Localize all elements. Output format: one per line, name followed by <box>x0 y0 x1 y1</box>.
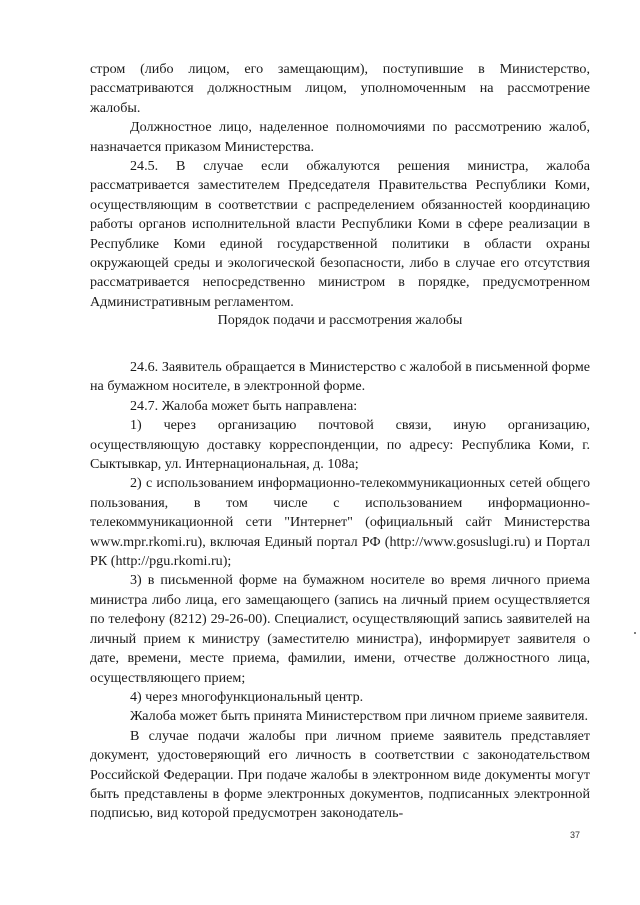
paragraph-continuation: стром (либо лицом, его замещающим), поступившие в Министерство, рассматриваются должностным лицом, уполномоченным на рассмотрение жалобы. <box>90 61 590 116</box>
paragraph-official-appointment: Должностное лицо, наделенное полномочиями по рассмотрению жалоб, назначается приказом Министерства. <box>90 119 590 155</box>
scan-artifact-dot <box>634 632 636 634</box>
list-item-3: 3) в письменной форме на бумажном носителе во время личного приема министра либо лица, его замещающего (запись на личный прием осуществляется по телефону (8212) 29-26-00). Специалист, осуществляющий запись заявителей на личный прием к министру (заместителю министра), информирует заявителя о дате, времени, месте приема, фамилии, имени, отчестве должностного лица, осуществляющего прием; <box>90 572 590 686</box>
list-item-4: 4) через многофункциональный центр. <box>130 688 364 705</box>
section-heading: Порядок подачи и рассмотрения жалобы <box>217 312 463 328</box>
paragraph-24-6: 24.6. Заявитель обращается в Министерство с жалобой в письменной форме на бумажном носителе, в электронной форме. <box>90 359 590 395</box>
paragraph-identity-document: В случае подачи жалобы при личном приеме заявитель представляет документ, удостоверяющий его личность в соответствии с законодательством Российской Федерации. При подаче жалобы в электронном виде документы могут быть представлены в форме электронных документов, подписанных электронной подписью, вид которой предусмотрен законодатель- <box>90 727 590 822</box>
paragraph-24-5: 24.5. В случае если обжалуются решения министра, жалоба рассматривается заместителем Председателя Правительства Республики Коми, осуществляющим в соответствии с распределением обязанностей координацию работы органов исполнительной власти Республики Коми в сфере реализации в Республике Коми единой государственной политики в области охраны окружающей среды и экологической безопасности, либо в случае его отсутствия рассматривается непосредственно министром в порядке, предусмотренном Административным регламентом. <box>90 158 590 310</box>
list-item-1: 1) через организацию почтовой связи, иную организацию, осуществляющую доставку корреспонденции, по адресу: Республика Коми, г. Сыктывкар, ул. Интернациональная, д. 108а; <box>90 417 590 473</box>
text-block-top <box>90 60 590 312</box>
paragraph-personal-reception: Жалоба может быть принята Министерством при личном приеме заявителя. <box>130 708 588 725</box>
page-number: 37 <box>570 830 581 840</box>
text-block-main <box>90 358 590 824</box>
list-item-2: 2) с использованием информационно-телекоммуникационных сетей общего пользования, в том числе с использованием информационно-телекоммуникационной сети "Интернет" (официальный сайт Министерства www.mpr.rkomi.ru), включая Единый портал РФ (http://www.gosuslugi.ru) и Портал РК (http://pgu.rkomi.ru); <box>90 475 590 570</box>
paragraph-24-7: 24.7. Жалоба может быть направлена: <box>130 397 358 414</box>
